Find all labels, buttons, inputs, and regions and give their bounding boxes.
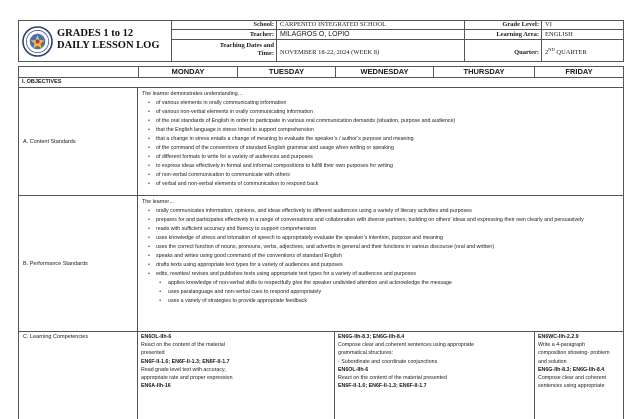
competency-code: EN6G-IIh-8.3; EN6G-IIh-8.4 <box>338 334 405 340</box>
list-item: • reads with sufficient accuracy and fluency to support comprehension <box>148 226 317 232</box>
content-standards-label: A. Content Standards <box>19 88 138 195</box>
teacher-label: Teacher: <box>249 30 274 38</box>
competency-text: Write a 4-paragraph <box>538 342 586 349</box>
teaching-dates-label: Teaching Dates and Time: <box>219 42 274 57</box>
list-item: • of the command of the conventions of standard English grammar and usage when writing or speaking <box>148 145 394 151</box>
competency-text: grammatical structures: <box>338 350 394 357</box>
competency-text: and solution <box>538 358 567 365</box>
list-item: • uses paralanguage and non-verbal cues to respond appropriately <box>159 289 322 295</box>
performance-standards-label: B. Performance Standards <box>19 196 138 331</box>
dll-header <box>18 20 624 62</box>
list-item: • speaks and writes using good command of the conventions of standard English <box>148 253 342 259</box>
competency-code: EN6WC-IIh-2.2.9 <box>538 334 579 340</box>
list-item: • that a change in stress entails a change of meaning to evaluate the speaker’s / author’s purpose and meaning <box>148 136 414 142</box>
day-header-monday: MONDAY <box>138 67 237 77</box>
header-row-school <box>172 20 624 30</box>
list-item: • edits, rewrites/ revises and publishes texts using appropriate text types for a variety of audiences and purposes <box>148 271 416 277</box>
competency-code: EN6OL-IIh-6 <box>338 366 369 373</box>
header-title-line2: DAILY LESSON LOG <box>57 40 160 51</box>
competency-code: EN6G-IIh-8.3; EN6G-IIh-8.4 <box>538 366 605 373</box>
grade-level-value: VI <box>541 21 624 29</box>
competency-text: Read grade level text with accuracy, <box>141 366 226 373</box>
day-header-thursday: THURSDAY <box>433 67 534 77</box>
grade-level-label: Grade Level: <box>464 21 541 29</box>
list-item: • uses knowledge of stress and intonation of speech to appropriately evaluate the speaker’s intention, purpose and meaning <box>148 235 443 241</box>
list-item: • of verbal and non-verbal elements of communication to respond back <box>148 181 319 187</box>
competency-text: React on the content of the material presented <box>338 375 447 382</box>
list-item: • drafts texts using appropriate text types for a variety of audiences and purposes <box>148 262 343 268</box>
objectives-heading: I. OBJECTIVES <box>18 78 624 88</box>
list-item: • of different formats to write for a variety of audiences and purposes <box>148 154 313 160</box>
content-standards-intro: The learner demonstrates understanding… <box>142 91 243 97</box>
list-item: • uses a variety of strategies to provide appropriate feedback <box>159 298 307 304</box>
list-item: • of non-verbal communication to communicate with others <box>148 172 290 178</box>
competency-text: Compose clear and coherent <box>538 375 607 382</box>
list-item: • of the oral standards of English in order to participate in various oral communication demands (situation, purpose and audience) <box>148 118 456 124</box>
deped-seal-icon <box>22 26 53 57</box>
competencies-monday-cell <box>138 332 334 419</box>
competency-text: React on the content of the material <box>141 342 225 349</box>
day-header-wednesday: WEDNESDAY <box>335 67 433 77</box>
competency-text: appropriate rate and proper expression <box>141 375 233 382</box>
competency-text: Compose clear and coherent sentences using appropriate <box>338 342 475 349</box>
learning-competencies-row <box>18 332 624 419</box>
day-header-tuesday: TUESDAY <box>237 67 335 77</box>
performance-standards-body <box>138 196 623 306</box>
content-standards-row <box>18 88 624 196</box>
competency-text: presented <box>141 350 165 357</box>
teacher-value: MILAGROS O, LOPIO <box>280 30 350 38</box>
quarter-label: Quarter: <box>464 40 541 61</box>
list-item: • applies knowledge of non-verbal skills to respectfully give the speaker undivided attention and acknowledge the message <box>159 280 452 286</box>
competency-code: EN6F-II-1.6; EN6F-II-1.3; EN6F-II-1.7 <box>338 383 427 390</box>
competency-text: - Subordinate and coordinate conjunctions <box>338 358 438 365</box>
header-info-grid <box>172 20 624 62</box>
day-header-blank <box>19 67 138 77</box>
header-row-teacher <box>172 30 624 40</box>
learning-area-value: ENGLISH <box>541 30 624 39</box>
quarter-value: 2ND QUARTER <box>541 40 624 61</box>
list-item: • that the English language is stress timed to support comprehension <box>148 127 314 133</box>
day-header-row <box>18 66 624 78</box>
header-row-dates <box>172 40 624 62</box>
competencies-wednesday-cell <box>334 332 534 419</box>
list-item: • prepares for and participates effectively in a range of conversations and collaboration with diverse partners, building on others’ ideas and expressing their own clearly and persuasively <box>148 217 584 223</box>
header-title-line1: GRADES 1 to 12 <box>57 28 134 39</box>
list-item: • orally communicates information, opinions, and ideas effectively to different audiences using a variety of literary activities and purposes <box>148 208 472 214</box>
competency-code: EN6OL-IIh-6 <box>141 334 172 340</box>
competency-code: EN6A-IIh-16 <box>141 383 171 390</box>
list-item: • of various non-verbal elements in orally communicating information <box>148 109 313 115</box>
day-header-friday: FRIDAY <box>534 67 623 77</box>
content-standards-body <box>138 88 623 189</box>
school-value: CARPENITO INTEGRATED SCHOOL <box>276 21 464 29</box>
teaching-dates-value: NOVEMBER 18-22, 2024 (WEEK 8) <box>276 40 464 61</box>
list-item: • of various elements in orally communicating information <box>148 100 287 106</box>
competency-code: EN6F-II-1.6; EN6F-II-1.3; EN6F-II-1.7 <box>141 358 230 365</box>
performance-standards-intro: The learner… <box>142 199 175 205</box>
learning-area-label: Learning Area: <box>464 30 541 39</box>
school-label: School: <box>253 21 274 29</box>
header-title-block <box>18 20 172 62</box>
learning-competencies-label: C. Learning Competencies <box>19 332 138 419</box>
competency-text: composition showing- problem <box>538 350 610 357</box>
list-item: • to express ideas effectively in formal and informal compositions to fulfill their own purposes for writing <box>148 163 393 169</box>
competency-text: sentences using appropriate <box>538 383 605 390</box>
list-item: • uses the correct function of nouns, pronouns, verbs, adjectives, and adverbs in general and their functions in various discourse (oral and written) <box>148 244 495 250</box>
performance-standards-row <box>18 196 624 332</box>
competencies-friday-cell <box>534 332 623 419</box>
